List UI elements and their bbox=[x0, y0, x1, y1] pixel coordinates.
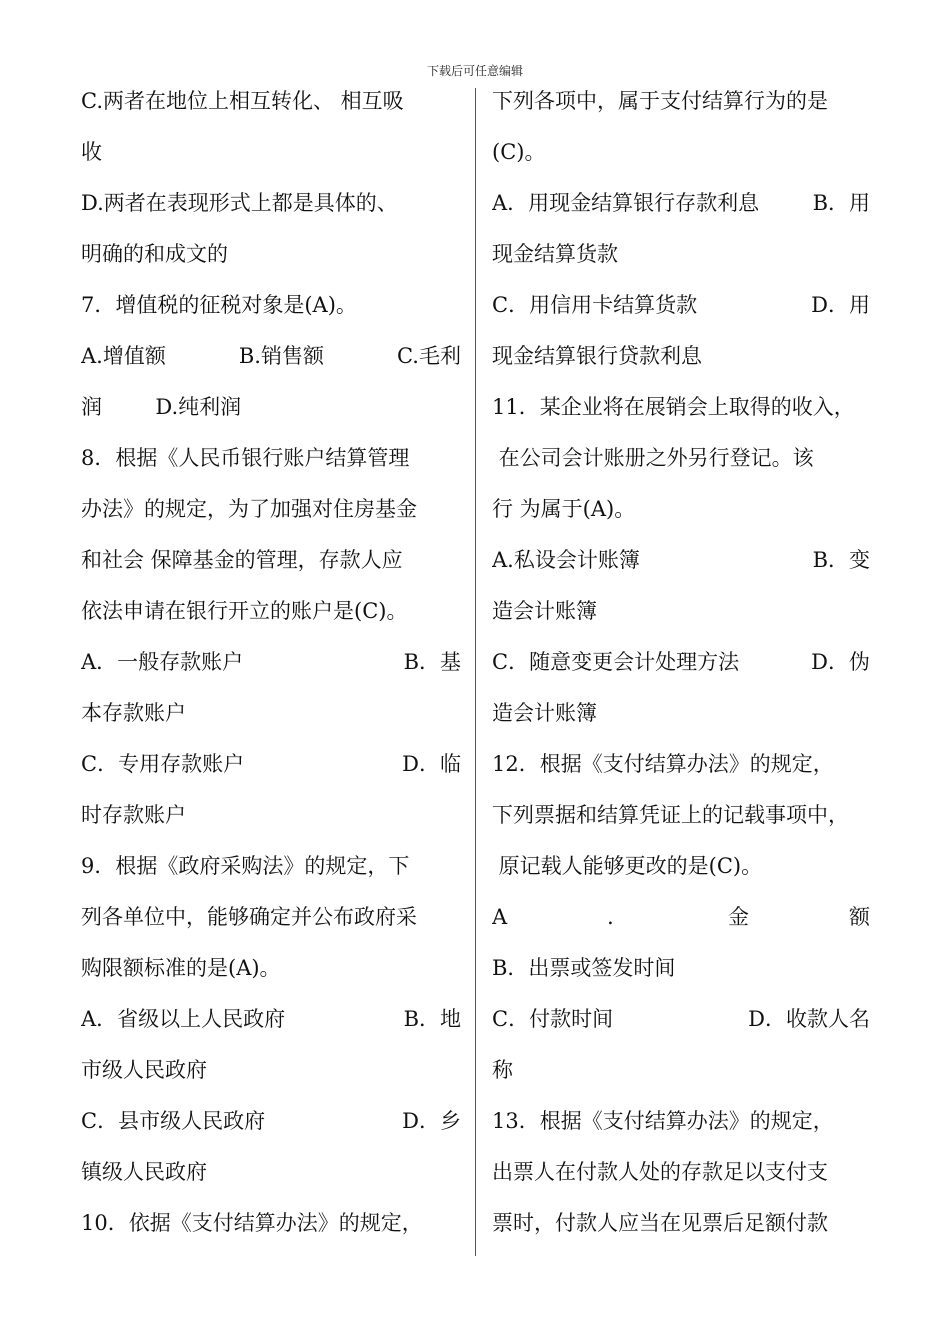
text-segment: C.两者在地位上相互转化、 相互吸 bbox=[81, 89, 404, 113]
text-line bbox=[492, 76, 870, 127]
text-line bbox=[492, 739, 870, 790]
text-line bbox=[81, 229, 461, 280]
text-segment: ． bbox=[607, 905, 629, 929]
text-segment: 票时，付款人应当在见票后足额付款 bbox=[492, 1211, 828, 1235]
text-line bbox=[81, 994, 461, 1045]
text-segment: 和社会 保障基金的管理，存款人应 bbox=[81, 548, 403, 572]
text-segment: C．付款时间 bbox=[492, 1007, 614, 1031]
text-line bbox=[81, 535, 461, 586]
text-segment: 市级人民政府 bbox=[81, 1058, 207, 1082]
text-line bbox=[492, 229, 870, 280]
text-segment: D．用 bbox=[811, 293, 870, 317]
text-segment: 现金结算银行贷款利息 bbox=[492, 344, 702, 368]
text-line bbox=[81, 76, 461, 127]
text-segment: 造会计账簿 bbox=[492, 599, 597, 623]
text-line bbox=[492, 178, 870, 229]
text-line bbox=[492, 127, 870, 178]
text-segment: C．县市级人民政府 bbox=[81, 1109, 266, 1133]
text-line bbox=[81, 1096, 461, 1147]
text-segment: B．基 bbox=[403, 650, 461, 674]
text-line bbox=[492, 841, 870, 892]
text-line bbox=[81, 1198, 461, 1249]
text-segment: 下列票据和结算凭证上的记载事项中， bbox=[492, 803, 849, 827]
text-segment: A．一般存款账户 bbox=[81, 650, 244, 674]
text-segment: B．用 bbox=[812, 191, 870, 215]
text-segment: A．用现金结算银行存款利息 bbox=[492, 191, 760, 215]
text-line bbox=[492, 1147, 870, 1198]
text-segment: 出票人在付款人处的存款足以支付支 bbox=[492, 1160, 828, 1184]
text-line bbox=[492, 1045, 870, 1096]
text-line bbox=[492, 1198, 870, 1249]
text-segment: 11．某企业将在展销会上取得的收入， bbox=[492, 395, 855, 419]
text-line bbox=[492, 331, 870, 382]
right-column bbox=[492, 76, 870, 1249]
text-line bbox=[492, 892, 870, 943]
text-segment: 购限额标准的是(A)。 bbox=[81, 956, 281, 980]
text-line bbox=[81, 586, 461, 637]
text-segment: 本存款账户 bbox=[81, 701, 186, 725]
text-line bbox=[81, 331, 461, 382]
text-segment: C.毛利 bbox=[396, 344, 461, 368]
text-line bbox=[81, 790, 461, 841]
text-segment: D．临 bbox=[402, 752, 461, 776]
text-segment: B.销售额 bbox=[238, 344, 324, 368]
text-line bbox=[492, 586, 870, 637]
text-segment: 金 bbox=[728, 905, 750, 929]
text-segment: B．出票或签发时间 bbox=[492, 956, 676, 980]
text-segment: (C)。 bbox=[492, 140, 546, 164]
text-line bbox=[81, 178, 461, 229]
text-segment: D．乡 bbox=[402, 1109, 461, 1133]
text-line bbox=[81, 688, 461, 739]
text-line bbox=[81, 841, 461, 892]
left-column bbox=[81, 76, 461, 1249]
text-segment: 原记载人能够更改的是(C)。 bbox=[492, 854, 763, 878]
text-line bbox=[492, 790, 870, 841]
text-segment: D．收款人名 bbox=[748, 1007, 870, 1031]
text-segment: 行 为属于(A)。 bbox=[492, 497, 636, 521]
text-line bbox=[492, 1096, 870, 1147]
text-line bbox=[492, 637, 870, 688]
text-segment: C．专用存款账户 bbox=[81, 752, 245, 776]
text-segment: 列各单位中，能够确定并公布政府采 bbox=[81, 905, 417, 929]
text-segment: 8．根据《人民币银行账户结算管理 bbox=[81, 446, 410, 470]
text-segment: A．省级以上人民政府 bbox=[81, 1007, 286, 1031]
text-segment: 额 bbox=[848, 905, 870, 929]
text-line bbox=[81, 892, 461, 943]
text-line bbox=[81, 382, 461, 433]
text-line bbox=[81, 637, 461, 688]
text-segment: D.两者在表现形式上都是具体的、 bbox=[81, 191, 398, 215]
text-segment: 造会计账簿 bbox=[492, 701, 597, 725]
text-segment: 明确的和成文的 bbox=[81, 242, 228, 266]
text-segment: 依法申请在银行开立的账户是(C)。 bbox=[81, 599, 408, 623]
text-line bbox=[492, 994, 870, 1045]
text-segment: C．用信用卡结算货款 bbox=[492, 293, 698, 317]
text-segment: 收 bbox=[81, 140, 102, 164]
text-segment: 下列各项中，属于支付结算行为的是 bbox=[492, 89, 828, 113]
text-segment: A bbox=[492, 905, 508, 929]
text-segment: 办法》的规定，为了加强对住房基金 bbox=[81, 497, 417, 521]
text-line bbox=[81, 1045, 461, 1096]
text-line bbox=[492, 433, 870, 484]
text-segment: 12．根据《支付结算办法》的规定， bbox=[492, 752, 834, 776]
text-line bbox=[81, 280, 461, 331]
text-segment: D．伪 bbox=[811, 650, 870, 674]
text-segment: 现金结算货款 bbox=[492, 242, 618, 266]
text-segment: 镇级人民政府 bbox=[81, 1160, 207, 1184]
text-segment: 13．根据《支付结算办法》的规定， bbox=[492, 1109, 834, 1133]
text-segment: C．随意变更会计处理方法 bbox=[492, 650, 740, 674]
page-header: 下载后可任意编辑 bbox=[426, 64, 523, 78]
text-line bbox=[492, 484, 870, 535]
text-segment: 润 D.纯利润 bbox=[81, 395, 242, 419]
text-line bbox=[81, 484, 461, 535]
text-segment: 时存款账户 bbox=[81, 803, 186, 827]
text-segment: 10．依据《支付结算办法》的规定， bbox=[81, 1211, 423, 1235]
text-line bbox=[81, 739, 461, 790]
text-line bbox=[492, 688, 870, 739]
text-segment: 在公司会计账册之外另行登记。该 bbox=[492, 446, 814, 470]
text-segment: A.增值额 bbox=[81, 344, 166, 368]
text-line bbox=[81, 433, 461, 484]
text-line bbox=[492, 382, 870, 433]
text-segment: 称 bbox=[492, 1058, 513, 1082]
text-line bbox=[81, 1147, 461, 1198]
text-line bbox=[492, 280, 870, 331]
text-line bbox=[492, 943, 870, 994]
text-segment: 9．根据《政府采购法》的规定，下 bbox=[81, 854, 410, 878]
text-segment: B．地 bbox=[403, 1007, 461, 1031]
text-segment: A.私设会计账簿 bbox=[492, 548, 640, 572]
text-line bbox=[81, 127, 461, 178]
text-segment: B．变 bbox=[812, 548, 870, 572]
text-line bbox=[81, 943, 461, 994]
column-divider bbox=[475, 88, 476, 1256]
text-segment: 7．增值税的征税对象是(A)。 bbox=[81, 293, 357, 317]
text-line bbox=[492, 535, 870, 586]
